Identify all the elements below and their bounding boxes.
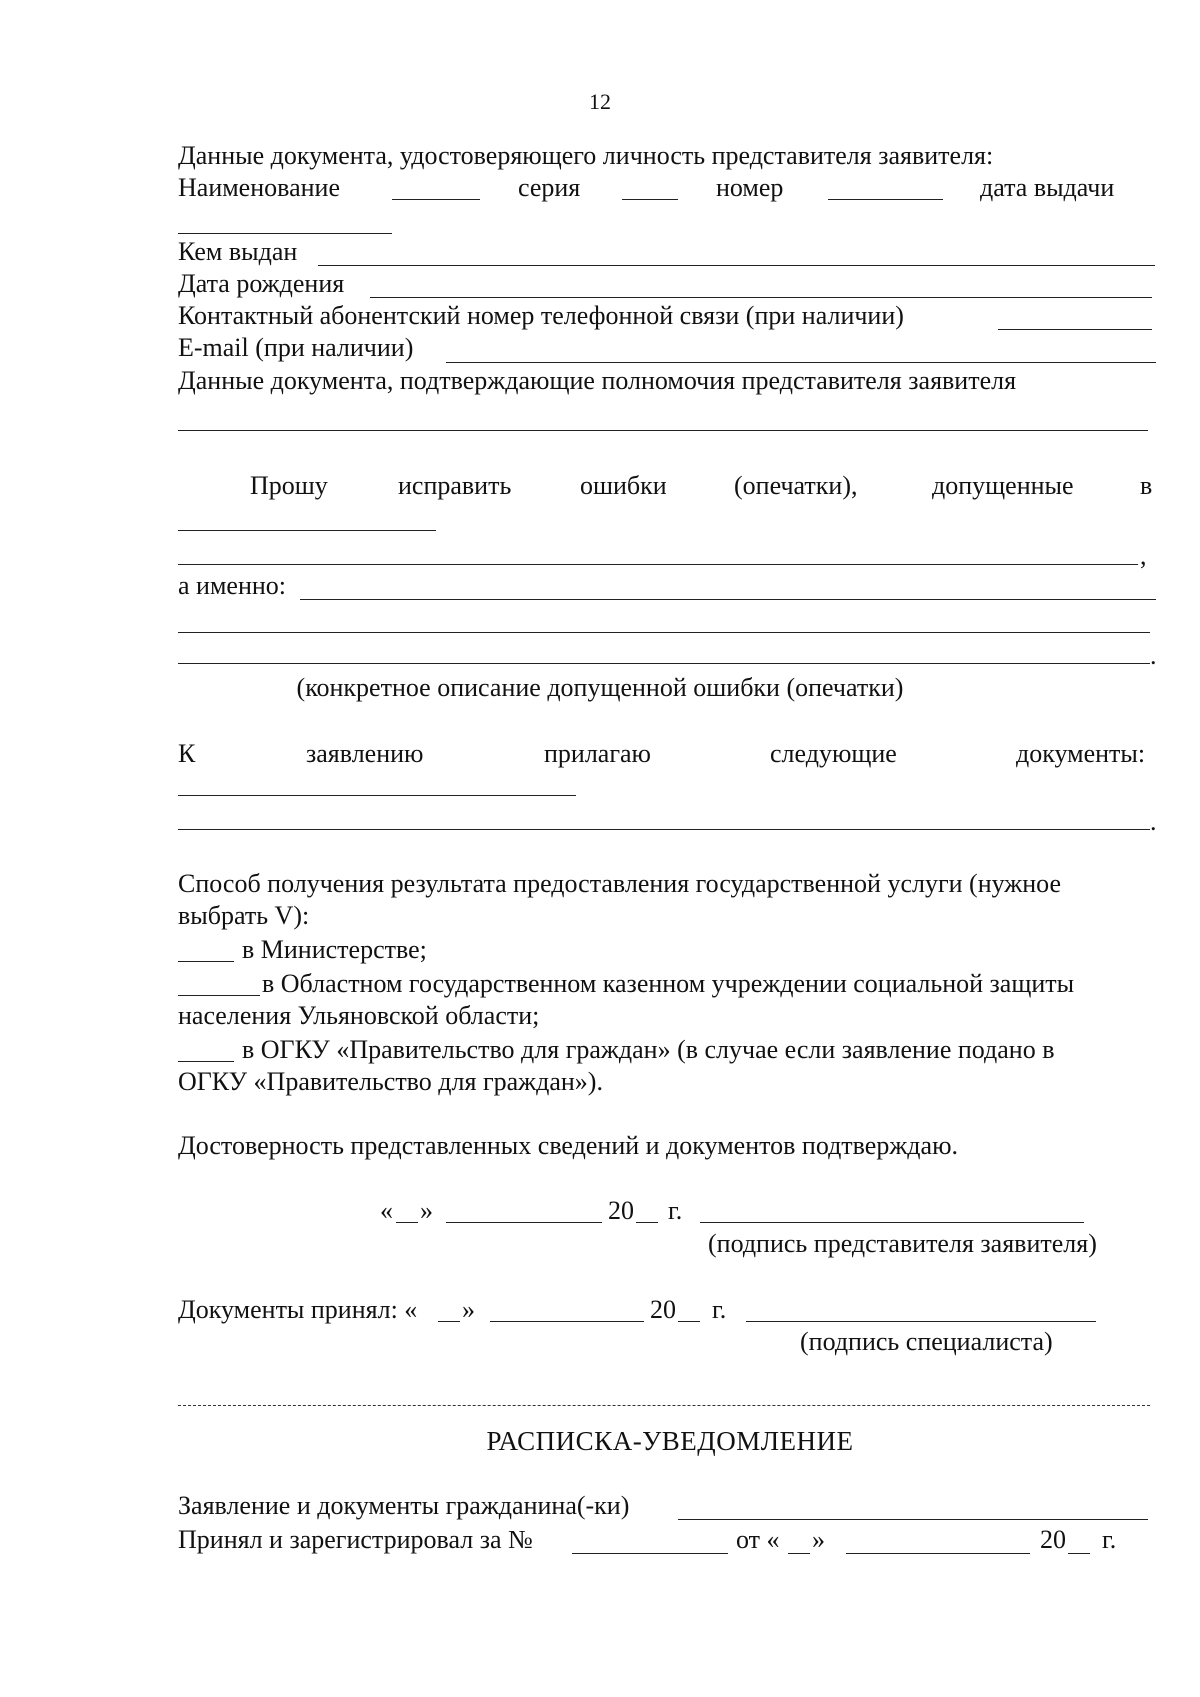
request-word-6: в bbox=[1140, 471, 1153, 500]
option-gov-checkbox[interactable] bbox=[178, 1061, 234, 1062]
receipt-day-field[interactable] bbox=[788, 1553, 810, 1554]
delivery-heading-1: Способ получения результата предоставления государственной услуги (нужное bbox=[178, 869, 1062, 898]
birth-date-field[interactable] bbox=[370, 297, 1152, 298]
doc-series-field[interactable] bbox=[622, 199, 678, 200]
receipt-close-quote: » bbox=[812, 1525, 825, 1554]
phone-label: Контактный абонентский номер телефонной связи (при наличии) bbox=[178, 301, 904, 330]
request-word-5: допущенные bbox=[932, 471, 1074, 500]
rep-date-day-field[interactable] bbox=[396, 1222, 418, 1223]
attach-word-1: К bbox=[178, 739, 196, 768]
confirmation-text: Достоверность представленных сведений и документов подтверждаю. bbox=[178, 1131, 958, 1160]
receipt-year-prefix: 20 bbox=[1040, 1525, 1066, 1554]
option-ogku-label-2: населения Ульяновской области; bbox=[178, 1001, 540, 1030]
request-place-field[interactable] bbox=[178, 530, 436, 531]
delivery-heading-2: выбрать V): bbox=[178, 901, 310, 930]
authority-field[interactable] bbox=[178, 430, 1148, 431]
doc-name-field[interactable] bbox=[392, 199, 480, 200]
rep-date-open-quote: « bbox=[380, 1196, 393, 1225]
docs-accepted-label: Документы принял: « bbox=[178, 1295, 418, 1324]
rep-signature-field[interactable] bbox=[700, 1222, 1084, 1223]
rep-signature-caption: (подпись представителя заявителя) bbox=[708, 1229, 1097, 1258]
issued-by-label: Кем выдан bbox=[178, 237, 298, 266]
request-word-2: исправить bbox=[398, 471, 512, 500]
rep-date-year-field[interactable] bbox=[636, 1222, 658, 1223]
receipt-title: РАСПИСКА-УВЕДОМЛЕНИЕ bbox=[486, 1426, 854, 1456]
docs-accepted-year-prefix: 20 bbox=[650, 1295, 676, 1324]
rep-date-close-quote: » bbox=[420, 1196, 433, 1225]
rep-date-year-suffix: г. bbox=[668, 1196, 683, 1225]
doc-issue-date-label: дата выдачи bbox=[980, 173, 1115, 202]
attachments-period: . bbox=[1150, 807, 1157, 836]
docs-accepted-year-suffix: г. bbox=[712, 1295, 727, 1324]
authority-label: Данные документа, подтверждающие полномочия представителя заявителя bbox=[178, 366, 1017, 395]
attach-word-2: заявлению bbox=[306, 739, 424, 768]
docs-accepted-close-quote: » bbox=[462, 1295, 475, 1324]
namely-field[interactable] bbox=[300, 599, 1156, 600]
issued-by-field[interactable] bbox=[318, 265, 1155, 266]
email-field[interactable] bbox=[446, 362, 1156, 363]
birth-date-label: Дата рождения bbox=[178, 269, 345, 298]
rep-date-year-prefix: 20 bbox=[608, 1196, 634, 1225]
rep-doc-heading: Данные документа, удостоверяющего личность представителя заявителя: bbox=[178, 141, 994, 170]
cut-line-divider bbox=[178, 1405, 1150, 1406]
specialist-signature-field[interactable] bbox=[746, 1321, 1096, 1322]
doc-series-label: серия bbox=[518, 173, 581, 202]
option-ministry-checkbox[interactable] bbox=[178, 961, 234, 962]
receipt-year-suffix: г. bbox=[1102, 1525, 1117, 1554]
receipt-citizen-label: Заявление и документы гражданина(-ки) bbox=[178, 1491, 630, 1520]
request-place-field-2[interactable] bbox=[178, 564, 1138, 565]
doc-number-label: номер bbox=[716, 173, 784, 202]
request-word-3: ошибки bbox=[580, 471, 667, 500]
doc-number-field[interactable] bbox=[828, 199, 943, 200]
request-comma: , bbox=[1140, 541, 1147, 570]
docs-accepted-month-field[interactable] bbox=[490, 1321, 644, 1322]
receipt-from-label: от « bbox=[736, 1525, 780, 1554]
specialist-signature-caption: (подпись специалиста) bbox=[800, 1327, 1053, 1356]
option-gov-label-1: в ОГКУ «Правительство для граждан» (в случае если заявление подано в bbox=[242, 1035, 1055, 1064]
attachments-field-2[interactable] bbox=[178, 829, 1150, 830]
request-word-1: Прошу bbox=[250, 471, 328, 500]
receipt-registration-number-field[interactable] bbox=[572, 1553, 728, 1554]
description-caption: (конкретное описание допущенной ошибки (опечатки) bbox=[296, 673, 904, 702]
option-ministry-label: в Министерстве; bbox=[242, 935, 427, 964]
docs-accepted-day-field[interactable] bbox=[438, 1321, 460, 1322]
request-word-4: (опечатки), bbox=[734, 471, 858, 500]
attach-word-5: документы: bbox=[1016, 739, 1146, 768]
page-number: 12 bbox=[589, 89, 611, 114]
attach-word-3: прилагаю bbox=[544, 739, 651, 768]
receipt-citizen-field[interactable] bbox=[678, 1519, 1148, 1520]
option-gov-label-2: ОГКУ «Правительство для граждан»). bbox=[178, 1067, 603, 1096]
receipt-month-field[interactable] bbox=[846, 1553, 1030, 1554]
doc-issue-date-field[interactable] bbox=[178, 233, 392, 234]
description-field-3[interactable] bbox=[178, 663, 1150, 664]
description-field-2[interactable] bbox=[178, 632, 1150, 633]
phone-field[interactable] bbox=[998, 329, 1152, 330]
attachments-field[interactable] bbox=[178, 795, 576, 796]
doc-name-label: Наименование bbox=[178, 173, 340, 202]
receipt-year-field[interactable] bbox=[1068, 1553, 1090, 1554]
option-ogku-checkbox[interactable] bbox=[178, 995, 260, 996]
email-label: E-mail (при наличии) bbox=[178, 333, 414, 362]
option-ogku-label-1: в Областном государственном казенном учреждении социальной защиты bbox=[262, 969, 1075, 998]
receipt-registered-label: Принял и зарегистрировал за № bbox=[178, 1525, 533, 1554]
docs-accepted-year-field[interactable] bbox=[678, 1321, 700, 1322]
namely-label: а именно: bbox=[178, 571, 286, 600]
description-period: . bbox=[1150, 641, 1157, 670]
attach-word-4: следующие bbox=[770, 739, 897, 768]
rep-date-month-field[interactable] bbox=[446, 1222, 602, 1223]
